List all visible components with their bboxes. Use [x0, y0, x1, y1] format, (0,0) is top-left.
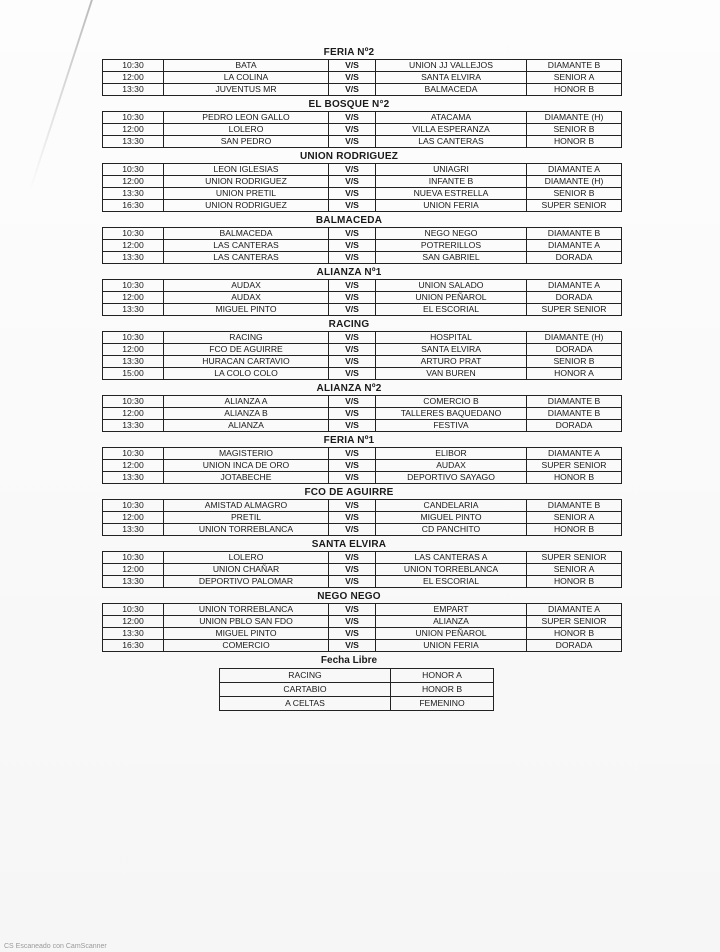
home-team: AUDAX [164, 292, 329, 304]
home-team: UNION RODRIGUEZ [164, 200, 329, 212]
fecha-libre-row [220, 683, 494, 697]
match-category: DIAMANTE B [527, 396, 622, 408]
away-team: ALIANZA [376, 616, 527, 628]
match-row [103, 448, 622, 460]
match-time: 10:30 [103, 332, 164, 344]
match-row [103, 72, 622, 84]
away-team: FESTIVA [376, 420, 527, 432]
match-row [103, 524, 622, 536]
home-team: UNION PBLO SAN FDO [164, 616, 329, 628]
away-team: DEPORTIVO SAYAGO [376, 472, 527, 484]
away-team: BALMACEDA [376, 84, 527, 96]
match-row [103, 576, 622, 588]
match-row [103, 512, 622, 524]
match-category: SENIOR B [527, 356, 622, 368]
home-team: BATA [164, 60, 329, 72]
match-row [103, 188, 622, 200]
bye-team: A CELTAS [220, 697, 391, 711]
match-time: 16:30 [103, 200, 164, 212]
venue-match-table [102, 331, 622, 380]
away-team: POTRERILLOS [376, 240, 527, 252]
versus-label: V/S [329, 500, 376, 512]
away-team: EMPART [376, 604, 527, 616]
match-row [103, 200, 622, 212]
fecha-libre-row [220, 669, 494, 683]
versus-label: V/S [329, 240, 376, 252]
match-row [103, 60, 622, 72]
match-category: HONOR A [527, 368, 622, 380]
away-team: EL ESCORIAL [376, 304, 527, 316]
match-row [103, 640, 622, 652]
match-category: SENIOR A [527, 512, 622, 524]
away-team: EL ESCORIAL [376, 576, 527, 588]
match-category: DORADA [527, 640, 622, 652]
versus-label: V/S [329, 640, 376, 652]
match-row [103, 292, 622, 304]
versus-label: V/S [329, 188, 376, 200]
home-team: ALIANZA B [164, 408, 329, 420]
match-time: 10:30 [103, 228, 164, 240]
home-team: UNION TORREBLANCA [164, 524, 329, 536]
bye-category: HONOR B [391, 683, 494, 697]
away-team: UNION FERIA [376, 640, 527, 652]
versus-label: V/S [329, 164, 376, 176]
match-category: HONOR B [527, 84, 622, 96]
match-time: 12:00 [103, 344, 164, 356]
versus-label: V/S [329, 280, 376, 292]
home-team: LA COLO COLO [164, 368, 329, 380]
home-team: RACING [164, 332, 329, 344]
match-category: SUPER SENIOR [527, 616, 622, 628]
home-team: UNION TORREBLANCA [164, 604, 329, 616]
venue-match-table [102, 395, 622, 432]
match-category: DORADA [527, 292, 622, 304]
home-team: PRETIL [164, 512, 329, 524]
match-time: 10:30 [103, 396, 164, 408]
match-time: 10:30 [103, 500, 164, 512]
away-team: MIGUEL PINTO [376, 512, 527, 524]
bye-category: FEMENINO [391, 697, 494, 711]
venue-title: FCO DE AGUIRRE [304, 487, 394, 498]
match-category: DORADA [527, 420, 622, 432]
venue-match-table [102, 603, 622, 652]
match-row [103, 332, 622, 344]
match-row [103, 84, 622, 96]
match-time: 13:30 [103, 524, 164, 536]
away-team: UNION SALADO [376, 280, 527, 292]
match-time: 12:00 [103, 72, 164, 84]
match-row [103, 408, 622, 420]
venue-match-table [102, 111, 622, 148]
home-team: MIGUEL PINTO [164, 628, 329, 640]
away-team: VAN BUREN [376, 368, 527, 380]
home-team: LEON IGLESIAS [164, 164, 329, 176]
home-team: UNION RODRIGUEZ [164, 176, 329, 188]
home-team: ALIANZA A [164, 396, 329, 408]
match-category: DORADA [527, 344, 622, 356]
home-team: JUVENTUS MR [164, 84, 329, 96]
versus-label: V/S [329, 408, 376, 420]
match-time: 10:30 [103, 112, 164, 124]
match-time: 16:30 [103, 640, 164, 652]
away-team: UNION JJ VALLEJOS [376, 60, 527, 72]
away-team: CD PANCHITO [376, 524, 527, 536]
venue-match-table [102, 227, 622, 264]
away-team: HOSPITAL [376, 332, 527, 344]
away-team: NUEVA ESTRELLA [376, 188, 527, 200]
home-team: MIGUEL PINTO [164, 304, 329, 316]
match-row [103, 604, 622, 616]
fecha-libre-table [219, 668, 494, 711]
match-category: DIAMANTE B [527, 60, 622, 72]
match-row [103, 280, 622, 292]
match-time: 12:00 [103, 240, 164, 252]
match-category: DIAMANTE A [527, 448, 622, 460]
versus-label: V/S [329, 60, 376, 72]
match-category: HONOR B [527, 524, 622, 536]
match-time: 10:30 [103, 164, 164, 176]
versus-label: V/S [329, 112, 376, 124]
match-category: DIAMANTE B [527, 228, 622, 240]
home-team: ALIANZA [164, 420, 329, 432]
match-row [103, 124, 622, 136]
versus-label: V/S [329, 628, 376, 640]
home-team: AMISTAD ALMAGRO [164, 500, 329, 512]
away-team: VILLA ESPERANZA [376, 124, 527, 136]
fecha-libre-title: Fecha Libre [320, 655, 378, 666]
versus-label: V/S [329, 472, 376, 484]
match-row [103, 500, 622, 512]
venue-match-table [102, 499, 622, 536]
match-row [103, 356, 622, 368]
versus-label: V/S [329, 72, 376, 84]
venue-title: BALMACEDA [315, 215, 383, 226]
match-row [103, 564, 622, 576]
match-time: 15:00 [103, 368, 164, 380]
match-time: 13:30 [103, 252, 164, 264]
bye-team: RACING [220, 669, 391, 683]
match-category: DIAMANTE B [527, 500, 622, 512]
home-team: UNION CHAÑAR [164, 564, 329, 576]
match-time: 12:00 [103, 512, 164, 524]
versus-label: V/S [329, 448, 376, 460]
venue-match-table [102, 279, 622, 316]
venue-match-table [102, 59, 622, 96]
home-team: SAN PEDRO [164, 136, 329, 148]
versus-label: V/S [329, 356, 376, 368]
venue-match-table [102, 163, 622, 212]
versus-label: V/S [329, 460, 376, 472]
versus-label: V/S [329, 616, 376, 628]
match-schedule [102, 46, 607, 711]
match-category: DIAMANTE A [527, 240, 622, 252]
match-row [103, 616, 622, 628]
match-category: DIAMANTE B [527, 408, 622, 420]
versus-label: V/S [329, 292, 376, 304]
match-time: 13:30 [103, 356, 164, 368]
match-category: DIAMANTE (H) [527, 112, 622, 124]
home-team: JOTABECHE [164, 472, 329, 484]
match-category: SUPER SENIOR [527, 304, 622, 316]
match-category: HONOR B [527, 628, 622, 640]
match-category: SENIOR B [527, 188, 622, 200]
home-team: PEDRO LEON GALLO [164, 112, 329, 124]
home-team: HURACAN CARTAVIO [164, 356, 329, 368]
versus-label: V/S [329, 368, 376, 380]
match-category: SENIOR A [527, 72, 622, 84]
match-category: DIAMANTE (H) [527, 176, 622, 188]
match-category: DIAMANTE A [527, 164, 622, 176]
match-time: 13:30 [103, 136, 164, 148]
versus-label: V/S [329, 396, 376, 408]
match-category: HONOR B [527, 472, 622, 484]
bye-team: CARTABIO [220, 683, 391, 697]
match-time: 10:30 [103, 60, 164, 72]
match-time: 13:30 [103, 84, 164, 96]
match-row [103, 240, 622, 252]
versus-label: V/S [329, 564, 376, 576]
match-row [103, 628, 622, 640]
away-team: LAS CANTERAS A [376, 552, 527, 564]
match-category: DIAMANTE A [527, 604, 622, 616]
away-team: UNIAGRI [376, 164, 527, 176]
away-team: SAN GABRIEL [376, 252, 527, 264]
match-row [103, 228, 622, 240]
versus-label: V/S [329, 420, 376, 432]
versus-label: V/S [329, 552, 376, 564]
home-team: LOLERO [164, 124, 329, 136]
fecha-libre-row [220, 697, 494, 711]
versus-label: V/S [329, 576, 376, 588]
match-time: 12:00 [103, 460, 164, 472]
match-row [103, 136, 622, 148]
match-row [103, 304, 622, 316]
match-category: SUPER SENIOR [527, 552, 622, 564]
away-team: UNION PEÑAROL [376, 628, 527, 640]
away-team: UNION TORREBLANCA [376, 564, 527, 576]
venue-title: UNION RODRIGUEZ [300, 151, 398, 162]
match-time: 13:30 [103, 472, 164, 484]
match-time: 12:00 [103, 408, 164, 420]
home-team: FCO DE AGUIRRE [164, 344, 329, 356]
venue-title: NEGO NEGO [317, 591, 381, 602]
match-category: SUPER SENIOR [527, 460, 622, 472]
away-team: CANDELARIA [376, 500, 527, 512]
home-team: AUDAX [164, 280, 329, 292]
versus-label: V/S [329, 136, 376, 148]
match-category: SENIOR B [527, 124, 622, 136]
away-team: UNION PEÑAROL [376, 292, 527, 304]
away-team: SANTA ELVIRA [376, 72, 527, 84]
match-category: DIAMANTE A [527, 280, 622, 292]
match-category: DIAMANTE (H) [527, 332, 622, 344]
away-team: LAS CANTERAS [376, 136, 527, 148]
paper-fold-line [29, 0, 93, 190]
venue-title: ALIANZA Nº2 [316, 383, 382, 394]
home-team: DEPORTIVO PALOMAR [164, 576, 329, 588]
versus-label: V/S [329, 304, 376, 316]
match-time: 13:30 [103, 420, 164, 432]
away-team: UNION FERIA [376, 200, 527, 212]
venue-title: FERIA Nº1 [323, 435, 375, 446]
match-time: 12:00 [103, 292, 164, 304]
match-time: 12:00 [103, 176, 164, 188]
venue-match-table [102, 447, 622, 484]
match-row [103, 472, 622, 484]
versus-label: V/S [329, 176, 376, 188]
match-time: 10:30 [103, 604, 164, 616]
home-team: LA COLINA [164, 72, 329, 84]
versus-label: V/S [329, 228, 376, 240]
versus-label: V/S [329, 524, 376, 536]
away-team: SANTA ELVIRA [376, 344, 527, 356]
away-team: NEGO NEGO [376, 228, 527, 240]
away-team: ARTURO PRAT [376, 356, 527, 368]
venue-title: RACING [328, 319, 370, 330]
match-time: 13:30 [103, 304, 164, 316]
bye-category: HONOR A [391, 669, 494, 683]
away-team: ELIBOR [376, 448, 527, 460]
match-row [103, 552, 622, 564]
versus-label: V/S [329, 84, 376, 96]
versus-label: V/S [329, 252, 376, 264]
match-category: DORADA [527, 252, 622, 264]
match-row [103, 344, 622, 356]
venue-match-table [102, 551, 622, 588]
home-team: LOLERO [164, 552, 329, 564]
away-team: TALLERES BAQUEDANO [376, 408, 527, 420]
home-team: UNION INCA DE ORO [164, 460, 329, 472]
venue-title: EL BOSQUE N°2 [308, 99, 390, 110]
match-row [103, 176, 622, 188]
versus-label: V/S [329, 332, 376, 344]
match-time: 12:00 [103, 616, 164, 628]
versus-label: V/S [329, 200, 376, 212]
home-team: LAS CANTERAS [164, 240, 329, 252]
home-team: LAS CANTERAS [164, 252, 329, 264]
match-time: 12:00 [103, 564, 164, 576]
away-team: INFANTE B [376, 176, 527, 188]
away-team: ATACAMA [376, 112, 527, 124]
match-row [103, 420, 622, 432]
venue-title: FERIA Nº2 [323, 47, 375, 58]
match-row [103, 252, 622, 264]
home-team: COMERCIO [164, 640, 329, 652]
match-row [103, 460, 622, 472]
match-time: 13:30 [103, 188, 164, 200]
away-team: AUDAX [376, 460, 527, 472]
versus-label: V/S [329, 604, 376, 616]
versus-label: V/S [329, 512, 376, 524]
match-row [103, 368, 622, 380]
venue-title: SANTA ELVIRA [311, 539, 387, 550]
home-team: BALMACEDA [164, 228, 329, 240]
match-category: SENIOR A [527, 564, 622, 576]
match-time: 12:00 [103, 124, 164, 136]
scanner-watermark: CS Escaneado con CamScanner [4, 943, 107, 950]
home-team: MAGISTERIO [164, 448, 329, 460]
match-category: HONOR B [527, 136, 622, 148]
home-team: UNION PRETIL [164, 188, 329, 200]
away-team: COMERCIO B [376, 396, 527, 408]
match-time: 10:30 [103, 552, 164, 564]
versus-label: V/S [329, 344, 376, 356]
match-time: 10:30 [103, 448, 164, 460]
versus-label: V/S [329, 124, 376, 136]
match-time: 13:30 [103, 628, 164, 640]
match-time: 13:30 [103, 576, 164, 588]
match-category: SUPER SENIOR [527, 200, 622, 212]
venue-title: ALIANZA Nº1 [316, 267, 382, 278]
match-time: 10:30 [103, 280, 164, 292]
match-row [103, 396, 622, 408]
match-category: HONOR B [527, 576, 622, 588]
match-row [103, 112, 622, 124]
match-row [103, 164, 622, 176]
